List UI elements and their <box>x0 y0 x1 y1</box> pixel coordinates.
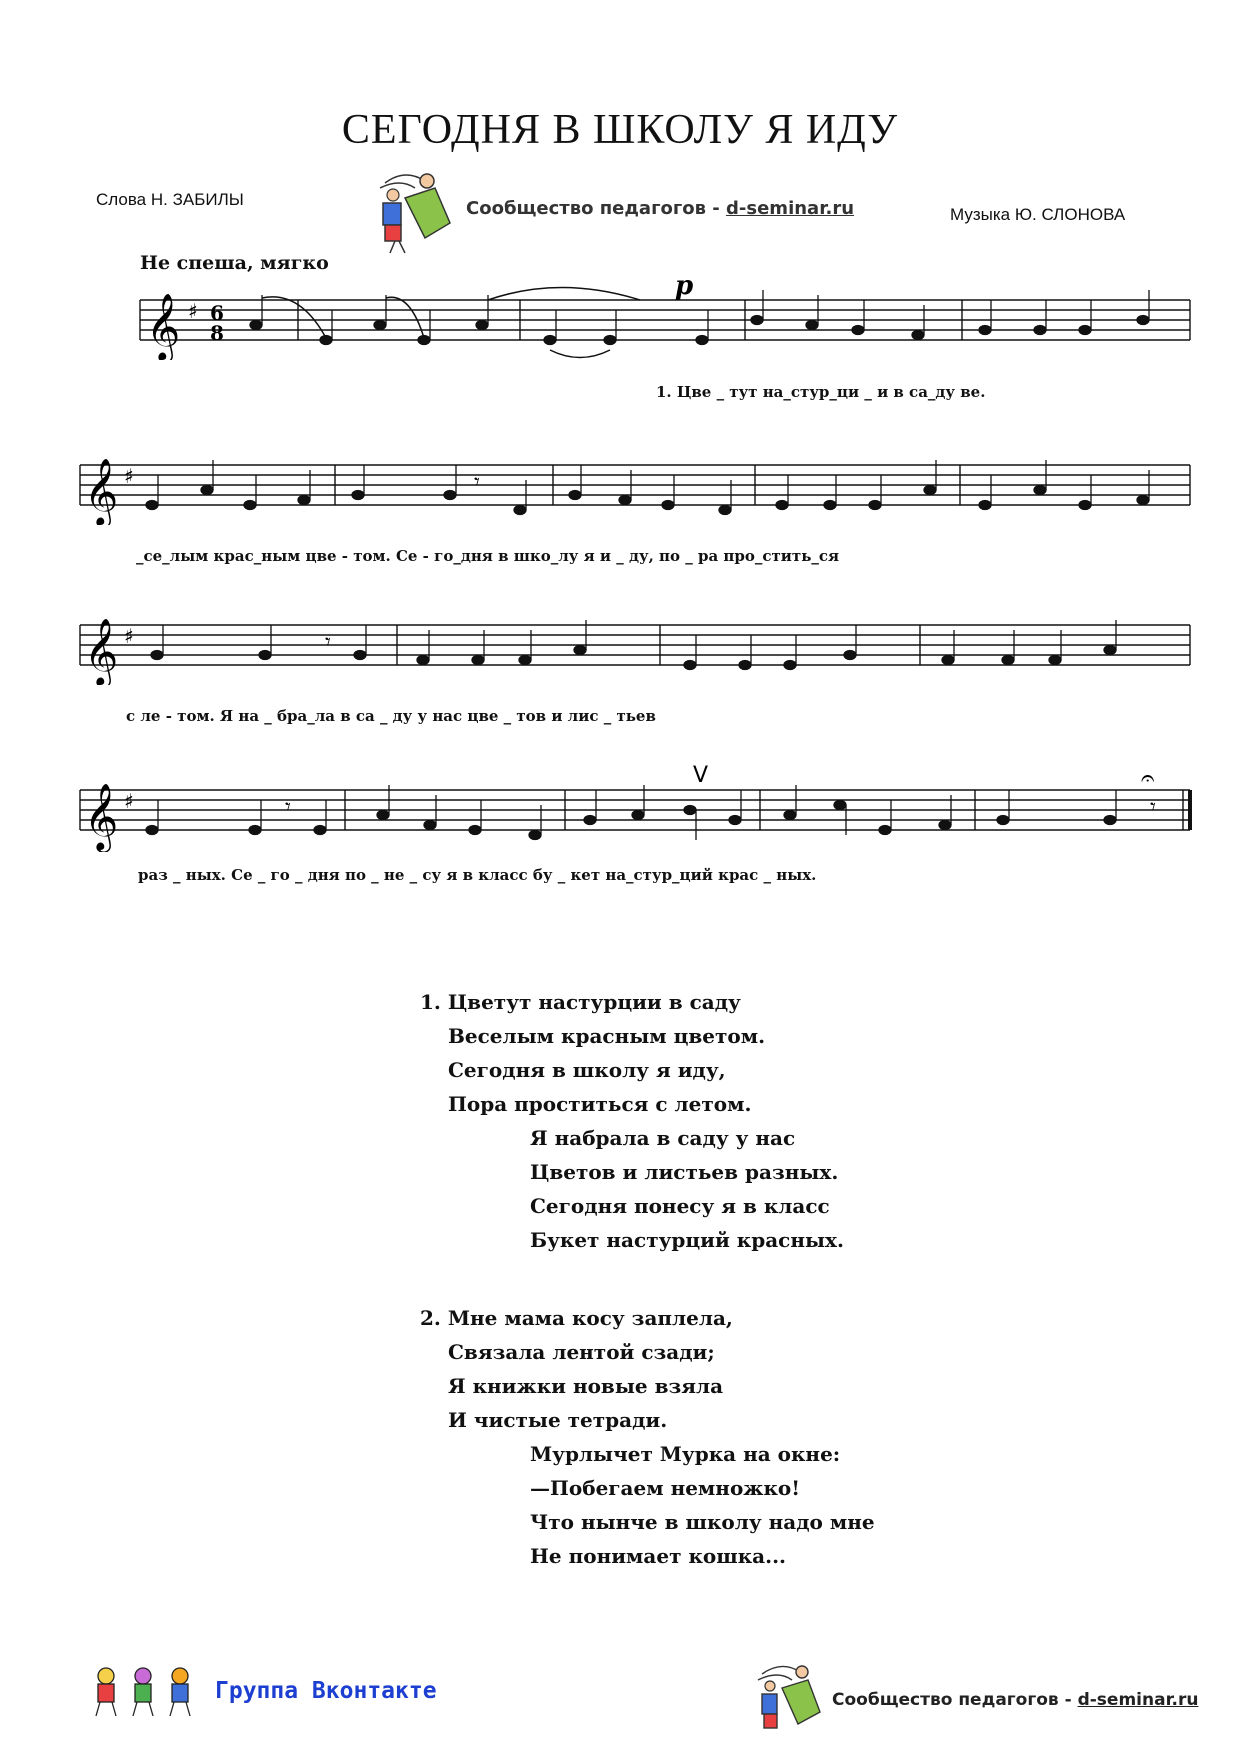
community-logo-bottom-icon <box>748 1658 828 1743</box>
verse-2-line-7: Что нынче в школу надо мне <box>530 1510 875 1534</box>
svg-text:♯: ♯ <box>188 299 198 323</box>
svg-text:𝄞: 𝄞 <box>84 617 119 685</box>
lyrics-line-3: с ле - том. Я на _ бра_ла в са _ ду у нас цве _ тов и лис _ тьев <box>126 707 656 725</box>
community-logo-icon <box>365 163 460 255</box>
lyricist-credit: Слова Н. ЗАБИЛЫ <box>96 190 244 209</box>
vk-group-link[interactable]: Группа Вконтакте <box>215 1678 437 1704</box>
dynamic-marking: p <box>675 280 694 301</box>
music-staff-3 <box>0 605 1240 685</box>
fermata-icon: 𝄐 <box>1141 764 1155 792</box>
verses-block <box>420 985 875 1573</box>
lyrics-line-4: раз _ ных. Се _ го _ дня по _ не _ су я в класс бу _ кет на_стур_ций крас _ ных. <box>138 866 817 884</box>
svg-text:𝄞: 𝄞 <box>84 457 119 525</box>
verse-1-line-4: Пора проститься с летом. <box>448 1092 752 1116</box>
verse-2-line-2: Связала лентой сзади; <box>448 1340 715 1364</box>
treble-clef-icon: 𝄞 <box>146 292 181 360</box>
community-prefix: Сообщество педагогов - <box>466 198 720 219</box>
svg-text:𝄾: 𝄾 <box>325 630 331 655</box>
verse-2-line-8: Не понимает кошка... <box>530 1544 787 1568</box>
verse-2-line-3: Я книжки новые взяла <box>448 1374 724 1398</box>
verse-1-line-1: 1. Цветут настурции в саду <box>420 990 741 1014</box>
svg-text:6: 6 <box>210 301 224 325</box>
verse-2-line-6: —Побегаем немножко! <box>530 1476 801 1500</box>
verse-2-line-4: И чистые тетради. <box>448 1408 668 1432</box>
community-site-link[interactable]: d-seminar.ru <box>726 198 855 219</box>
svg-text:♯: ♯ <box>124 464 134 488</box>
svg-text:𝄾: 𝄾 <box>474 470 480 495</box>
svg-text:𝄞: 𝄞 <box>84 782 119 850</box>
verse-2-line-5: Мурлычет Мурка на окне: <box>530 1442 841 1466</box>
svg-text:♯: ♯ <box>124 789 134 813</box>
community-link[interactable] <box>466 198 854 219</box>
svg-text:♯: ♯ <box>124 624 134 648</box>
verse-1-line-5: Я набрала в саду у нас <box>530 1126 796 1150</box>
music-staff-2 <box>0 445 1240 525</box>
verse-1-line-6: Цветов и листьев разных. <box>530 1160 839 1184</box>
svg-text:𝄾: 𝄾 <box>285 795 291 820</box>
tempo-marking: Не спеша, мягко <box>140 252 329 274</box>
lyrics-line-2: _се_лым крас_ным цве - том. Се - го_дня в шко_лу я и _ ду, по _ ра про_стить_ся <box>136 547 840 565</box>
verse-1-line-7: Сегодня понесу я в класс <box>530 1194 830 1218</box>
community-link-footer[interactable] <box>832 1690 1198 1710</box>
lyrics-line-1: 1. Цве _ тут на_стур_ци _ и в са_ду ве. <box>656 383 986 401</box>
vk-group-icon[interactable] <box>88 1662 208 1722</box>
community-prefix-footer: Сообщество педагогов - <box>832 1690 1072 1710</box>
svg-text:𝄾: 𝄾 <box>1150 795 1156 820</box>
verse-1-line-3: Сегодня в школу я иду, <box>448 1058 726 1082</box>
verse-1-line-2: Веселым красным цветом. <box>448 1024 766 1048</box>
svg-text:8: 8 <box>210 321 224 345</box>
composer-credit: Музыка Ю. СЛОНОВА <box>950 205 1126 224</box>
verse-1-line-8: Букет настурций красных. <box>530 1228 844 1252</box>
verse-2-line-1: 2. Мне мама косу заплела, <box>420 1306 733 1330</box>
community-site-link-footer[interactable]: d-seminar.ru <box>1077 1690 1199 1710</box>
song-title: СЕГОДНЯ В ШКОЛУ Я ИДУ <box>341 107 899 153</box>
music-staff-1 <box>0 280 1240 360</box>
breath-mark: V <box>693 763 709 788</box>
music-staff-4 <box>0 762 1240 852</box>
